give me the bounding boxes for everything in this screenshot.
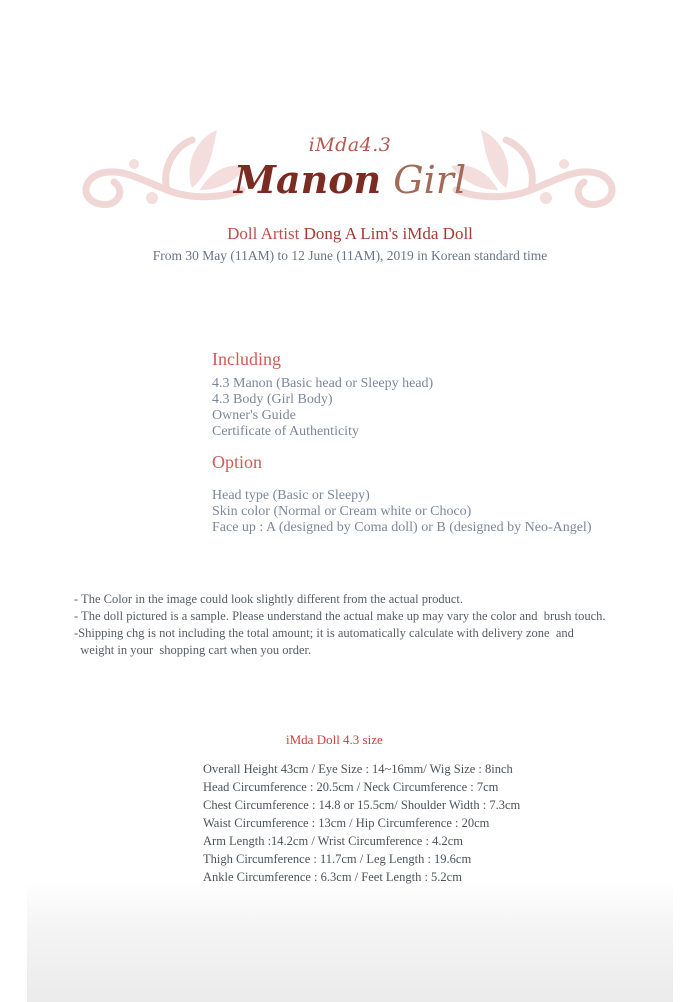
size-row: Head Circumference : 20.5cm / Neck Circumference : 7cm [203, 780, 499, 794]
note-item: weight in your shopping cart when you order. [74, 643, 312, 657]
note-item: -Shipping chg is not including the total amount; it is automatically calculate with delivery zone and [74, 626, 574, 640]
subtitle-artist: Dong A Lim's iMda Doll [303, 224, 473, 243]
list-item: Owner's Guide [212, 408, 296, 423]
size-row: Thigh Circumference : 11.7cm / Leg Length : 19.6cm [203, 852, 472, 866]
list-item: 4.3 Manon (Basic head or Sleepy head) [212, 376, 434, 391]
title-word-1: Manon [233, 157, 382, 202]
option-list [212, 488, 591, 536]
title-word-2: Girl [393, 158, 467, 202]
size-row: Chest Circumference : 14.8 or 15.5cm/ Shoulder Width : 7.3cm [203, 798, 521, 812]
list-item: Certificate of Authenticity [212, 424, 359, 439]
artist-subtitle [0, 224, 700, 244]
brand-label: iMda4.3 [308, 134, 392, 156]
subtitle-prefix: Doll Artist [227, 224, 300, 243]
including-list [212, 376, 433, 440]
bottom-gradient [27, 880, 673, 1002]
list-item: Skin color (Normal or Cream white or Choco) [212, 504, 472, 519]
size-row: Arm Length :14.2cm / Wrist Circumference : 4.2cm [203, 834, 463, 848]
size-row: Overall Height 43cm / Eye Size : 14~16mm/ Wig Size : 8inch [203, 762, 513, 776]
list-item: 4.3 Body (Girl Body) [212, 392, 333, 407]
notes-list [74, 591, 674, 659]
including-heading: Including [212, 349, 281, 369]
size-row: Ankle Circumference : 6.3cm / Feet Length : 5.2cm [203, 870, 462, 884]
option-heading: Option [212, 452, 263, 472]
size-heading: iMda Doll 4.3 size [286, 732, 383, 747]
note-item: - The doll pictured is a sample. Please understand the actual make up may vary the color and brush touch. [74, 609, 606, 623]
size-list [203, 760, 520, 886]
sale-dates: From 30 May (11AM) to 12 June (11AM), 2019 in Korean standard time [152, 248, 548, 263]
list-item: Head type (Basic or Sleepy) [212, 488, 370, 503]
product-title [0, 156, 700, 204]
size-row: Waist Circumference : 13cm / Hip Circumference : 20cm [203, 816, 490, 830]
note-item: - The Color in the image could look slightly different from the actual product. [74, 592, 464, 606]
list-item: Face up : A (designed by Coma doll) or B (designed by Neo-Angel) [212, 520, 592, 535]
